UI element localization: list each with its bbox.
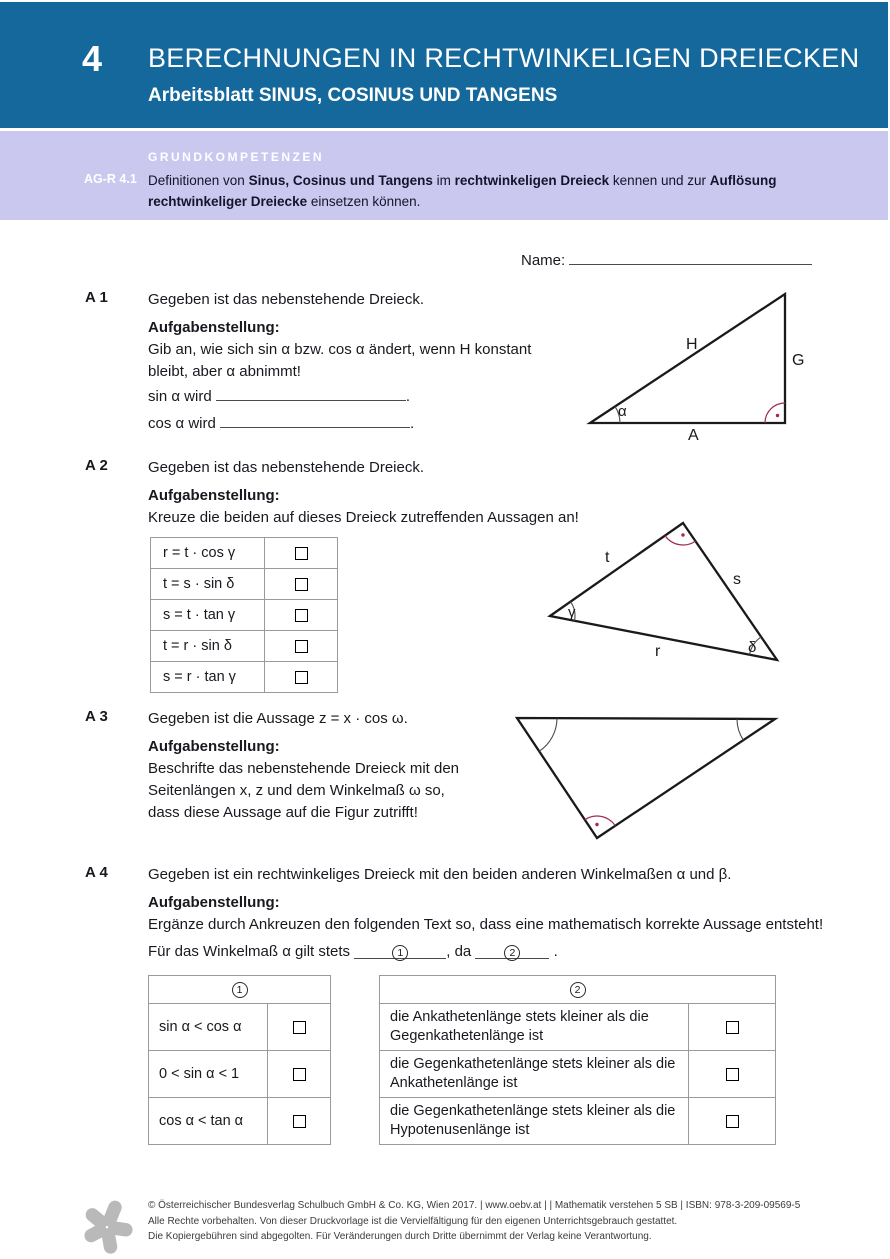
table-row [149, 1004, 331, 1051]
a1-sin-blank-row: sin α wird . [148, 388, 411, 405]
a2-label-gamma: γ [568, 604, 576, 621]
a1-cos-label: cos α wird [148, 415, 216, 432]
circled-2-mark: 2 [504, 945, 520, 961]
a3-triangle-diagram [505, 705, 805, 850]
a2-label-delta: δ [748, 639, 757, 656]
page-subtitle: Arbeitsblatt SINUS, COSINUS UND TANGENS [148, 85, 558, 106]
page-title: BERECHNUNGEN IN RECHTWINKELIGEN DREIECKEN [148, 43, 860, 73]
a2-option-4-formula: t = r · sin δ [151, 631, 265, 662]
a2-right-angle-arc [665, 536, 696, 545]
task-a2-body: Kreuze die beiden auf dieses Dreieck zutreffenden Aussagen an! [148, 509, 579, 526]
a4-t2-option-3: die Gegenkathetenlänge stets kleiner als die Hypotenusenlänge ist [380, 1098, 689, 1145]
a1-sin-label: sin α wird [148, 388, 212, 405]
chapter-number: 4 [82, 38, 103, 79]
competency-description: Definitionen von Sinus, Cosinus und Tangens im rechtwinkeligen Dreieck kennen und zur Auflösung rechtwinkeliger Dreiecke einsetzen können. [148, 173, 777, 209]
a2-option-3-formula: s = t · tan γ [151, 600, 265, 631]
a2-label-side-t: t [605, 549, 610, 566]
a3-right-angle-dot [595, 823, 598, 826]
competencies-band [0, 131, 888, 220]
task-a2-heading: Aufgabenstellung: [148, 487, 280, 504]
circled-1-mark: 1 [392, 945, 408, 961]
task-a2-intro: Gegeben ist das nebenstehende Dreieck. [148, 459, 425, 476]
a2-right-angle-dot [681, 533, 684, 536]
name-input-line[interactable] [569, 250, 812, 265]
competency-code: AG-R 4.1 [84, 172, 137, 186]
a2-option-5-checkbox[interactable] [295, 671, 308, 684]
table-row [380, 976, 776, 1004]
table-row [151, 538, 338, 569]
a1-label-adjacent: A [688, 427, 699, 444]
task-a2-id: A 2 [85, 457, 108, 474]
a2-option-2-formula: t = s · sin δ [151, 569, 265, 600]
a2-label-side-s: s [733, 571, 741, 588]
chapter-header [0, 2, 888, 128]
a3-left-angle-arc [539, 718, 557, 751]
oebv-logo-icon [78, 1198, 136, 1254]
competencies-heading: GRUNDKOMPETENZEN [148, 150, 325, 164]
a1-sin-answer-line[interactable] [216, 386, 406, 401]
a1-label-alpha: α [618, 403, 627, 420]
a4-blank-1[interactable] [354, 941, 446, 959]
footer-imprint [148, 1198, 800, 1245]
a1-right-angle-dot [776, 414, 779, 417]
task-a4-heading: Aufgabenstellung: [148, 894, 280, 911]
a1-right-angle-arc [765, 403, 785, 423]
footer-line-3: Die Kopiergebühren sind abgegolten. Für Veränderungen durch Dritte übernimmt der Verlag keine Verantwortung. [148, 1231, 652, 1242]
table-row [151, 662, 338, 693]
a4-t1-option-2: 0 < sin α < 1 [149, 1051, 268, 1098]
a4-t2-option-3-checkbox[interactable] [726, 1115, 739, 1128]
a2-triangle-diagram [540, 505, 800, 675]
task-a4-body: Ergänze durch Ankreuzen den folgenden Text so, dass eine mathematisch korrekte Aussage entsteht! [148, 916, 824, 933]
a1-label-hypotenuse: H [686, 336, 698, 353]
a4-table1-header-mark: 1 [232, 982, 248, 998]
table-row [380, 1051, 776, 1098]
task-a3-heading: Aufgabenstellung: [148, 738, 280, 755]
a4-t1-option-2-checkbox[interactable] [293, 1068, 306, 1081]
a1-cos-blank-row: cos α wird . [148, 415, 415, 432]
a3-right-angle-arc-plain [737, 719, 743, 740]
a4-sentence: Für das Winkelmaß α gilt stets 1 , da 2 . [148, 943, 558, 960]
task-a1-body: Gib an, wie sich sin α bzw. cos α ändert, wenn H konstant bleibt, aber α abnimmt! [148, 341, 532, 380]
a4-t2-option-1: die Ankathetenlänge stets kleiner als die Gegenkathetenlänge ist [380, 1004, 689, 1051]
a4-t1-option-3: cos α < tan α [149, 1098, 268, 1145]
footer-line-1: © Österreichischer Bundesverlag Schulbuch GmbH & Co. KG, Wien 2017. | www.oebv.at | | Mathematik verstehen 5 SB | ISBN: 978-3-209-09569-5 [148, 1200, 801, 1211]
table-row [151, 600, 338, 631]
task-a1-intro: Gegeben ist das nebenstehende Dreieck. [148, 291, 425, 308]
table-row [149, 976, 331, 1004]
a2-option-4-checkbox[interactable] [295, 640, 308, 653]
a4-t2-option-2: die Gegenkathetenlänge stets kleiner als die Ankathetenlänge ist [380, 1051, 689, 1098]
a3-right-angle-arc [585, 816, 616, 826]
a4-t1-option-3-checkbox[interactable] [293, 1115, 306, 1128]
task-a4-id: A 4 [85, 864, 108, 881]
name-label: Name: [521, 252, 566, 269]
a2-option-1-formula: r = t · cos γ [151, 538, 265, 569]
task-a1-id: A 1 [85, 289, 108, 306]
name-row [521, 250, 812, 272]
task-a3-body: Beschrifte das nebenstehende Dreieck mit den Seitenlängen x, z und dem Winkelmaß ω so, dass diese Aussage auf die Figur zutrifft! [148, 760, 460, 821]
footer-line-2: Alle Rechte vorbehalten. Von dieser Druckvorlage ist die Vervielfältigung für den eigenen Unterrichtsgebrauch gestattet. [148, 1215, 678, 1227]
a2-option-2-checkbox[interactable] [295, 578, 308, 591]
a4-t2-option-2-checkbox[interactable] [726, 1068, 739, 1081]
a1-triangle-diagram [580, 285, 880, 445]
table-row [151, 569, 338, 600]
a2-options-table [150, 537, 338, 693]
task-a3-intro: Gegeben ist die Aussage z = x · cos ω. [148, 710, 408, 727]
table-row [380, 1098, 776, 1145]
a4-table2-header-mark: 2 [570, 982, 586, 998]
task-a4-intro: Gegeben ist ein rechtwinkeliges Dreieck mit den beiden anderen Winkelmaßen α und β. [148, 866, 732, 883]
a2-label-side-r: r [655, 643, 661, 660]
table-row [149, 1098, 331, 1145]
table-row [149, 1051, 331, 1098]
a4-blank-2[interactable] [475, 941, 549, 959]
a1-cos-answer-line[interactable] [220, 413, 410, 428]
a2-option-3-checkbox[interactable] [295, 609, 308, 622]
a4-t1-option-1: sin α < cos α [149, 1004, 268, 1051]
a4-t1-option-1-checkbox[interactable] [293, 1021, 306, 1034]
a2-option-5-formula: s = r · tan γ [151, 662, 265, 693]
task-a1-heading: Aufgabenstellung: [148, 319, 280, 336]
table-row [380, 1004, 776, 1051]
a4-table-2 [379, 975, 776, 1145]
task-a3-id: A 3 [85, 708, 108, 725]
a2-option-1-checkbox[interactable] [295, 547, 308, 560]
a4-t2-option-1-checkbox[interactable] [726, 1021, 739, 1034]
table-row [151, 631, 338, 662]
a4-table-1 [148, 975, 331, 1145]
a1-label-opposite: G [792, 352, 805, 369]
